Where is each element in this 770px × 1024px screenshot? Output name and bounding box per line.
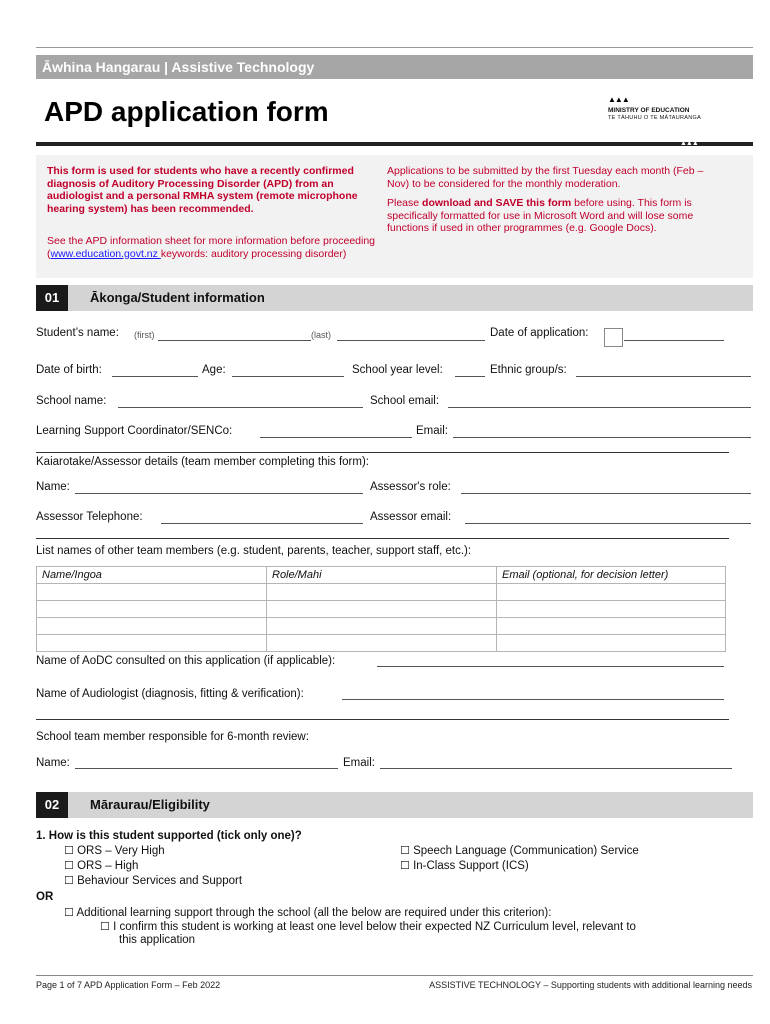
school-email-field[interactable] [448,407,751,408]
info-download-note [387,197,727,235]
table-cell[interactable] [37,584,267,601]
option-label: ORS – Very High [77,845,165,857]
section-2-title: Māraurau/Eligibility [90,797,210,812]
table-cell[interactable] [267,618,497,635]
col-email-header: Email (optional, for decision letter) [497,567,726,584]
assessor-name-label: Name: [36,481,70,493]
assessor-email-label: Assessor email: [370,511,452,523]
footer-right: ASSISTIVE TECHNOLOGY – Supporting students with additional learning needs [429,980,752,990]
table-cell[interactable] [267,584,497,601]
option-in-class-support[interactable] [400,859,529,872]
review-label: School team member responsible for 6-month review: [36,731,309,743]
table-cell[interactable] [497,601,726,618]
confirm-curriculum-level[interactable] [100,920,636,933]
option-label: I confirm this student is working at least one level below their expected NZ Curriculum level, relevant to [113,921,636,933]
checkbox-icon[interactable]: ☐ [64,875,74,887]
team-members-table [36,566,726,652]
page-title: APD application form [44,96,329,127]
lsc-label: Learning Support Coordinator/SENCo: [36,425,233,437]
table-cell[interactable] [37,618,267,635]
divider [36,538,729,539]
header-rule [36,142,753,146]
checkbox-icon[interactable]: ☐ [400,860,410,872]
confirm-curriculum-level-cont: this application [119,934,196,946]
assessor-email-field[interactable] [465,523,751,524]
table-row [37,635,726,652]
table-cell[interactable] [267,601,497,618]
option-speech-language[interactable] [400,844,639,857]
last-name-field[interactable] [337,340,485,341]
review-name-field[interactable] [75,768,338,769]
first-name-hint: (first) [134,330,155,340]
table-row [37,584,726,601]
option-label: Speech Language (Communication) Service [413,845,639,857]
school-name-label: School name: [36,395,107,407]
header-banner: Āwhina Hangarau | Assistive Technology [36,55,753,79]
assessor-telephone-label: Assessor Telephone: [36,511,143,523]
checkbox-icon[interactable]: ☐ [64,860,74,872]
ethnic-group-label: Ethnic group/s: [490,364,567,376]
lsc-field[interactable] [260,437,412,438]
info-download-pre: Please [387,197,423,209]
last-name-hint: (last) [311,330,331,340]
review-name-label: Name: [36,757,70,769]
option-label: Additional learning support through the school (all the below are required under this criterion): [76,907,552,919]
logo-triangles-icon: ▲▲▲ [608,95,629,104]
section-1-title: Ākonga/Student information [90,290,265,305]
assessor-telephone-field[interactable] [161,523,363,524]
table-cell[interactable] [497,584,726,601]
info-download-post: before using. This form is specifically formatted for use in Microsoft Word and will lose some functions if used in other programmes (e.g. Google Docs). [387,197,694,234]
audiologist-field[interactable] [342,699,724,700]
table-cell[interactable] [267,635,497,652]
student-name-label: Student’s name: [36,327,119,339]
col-role-header: Role/Mahi [267,567,497,584]
footer-rule [36,975,753,976]
option-behaviour-services[interactable] [64,874,242,887]
section-2-number: 02 [36,792,68,818]
year-level-field[interactable] [455,376,485,377]
info-see-pre: See the APD information sheet for more information before proceeding ( [47,235,376,260]
date-of-application-label: Date of application: [490,327,589,339]
date-of-application-field[interactable] [604,328,623,347]
checkbox-icon[interactable]: ☐ [400,845,410,857]
info-see-sheet [47,235,377,260]
age-field[interactable] [232,376,344,377]
info-submission-dates: Applications to be submitted by the first Tuesday each month (Feb – Nov) to be considered for the monthly moderation. [387,165,704,190]
table-header-row [37,567,726,584]
checkbox-icon[interactable]: ☐ [64,845,74,857]
team-heading: List names of other team members (e.g. student, parents, teacher, support staff, etc.): [36,545,472,557]
or-label: OR [36,891,54,903]
aodc-label: Name of AoDC consulted on this application (if applicable): [36,655,336,667]
col-name-header: Name/Ingoa [37,567,267,584]
section-1-number: 01 [36,285,68,311]
age-label: Age: [202,364,226,376]
table-cell[interactable] [37,601,267,618]
dob-field[interactable] [112,376,198,377]
option-label: Behaviour Services and Support [77,875,243,887]
table-row [37,601,726,618]
ministry-logo [608,96,718,122]
footer-left: Page 1 of 7 APD Application Form – Feb 2022 [36,980,221,990]
table-cell[interactable] [497,635,726,652]
option-label: In-Class Support (ICS) [413,860,529,872]
divider [36,452,729,453]
school-email-label: School email: [370,395,440,407]
table-cell[interactable] [497,618,726,635]
audiologist-label: Name of Audiologist (diagnosis, fitting & verification): [36,688,304,700]
option-ors-very-high[interactable] [64,844,165,857]
logo-text-maori: TE TĀHUHU O TE MĀTAURANGA [608,115,702,121]
aodc-field[interactable] [377,666,724,667]
table-row [37,618,726,635]
assessor-role-field[interactable] [461,493,751,494]
year-level-label: School year level: [352,364,443,376]
review-email-field[interactable] [380,768,732,769]
logo-text-english: MINISTRY OF EDUCATION [608,107,690,114]
info-see-post: keywords: auditory processing disorder) [160,247,347,260]
rule-triangles-icon: ▲▲▲ [680,140,698,147]
review-email-label: Email: [343,757,375,769]
assessor-heading: Kaiarotake/Assessor details (team member completing this form): [36,456,369,468]
assessor-role-label: Assessor's role: [370,481,451,493]
school-name-field[interactable] [118,407,363,408]
option-ors-high[interactable] [64,859,138,872]
date-of-application-line [624,340,724,341]
lsc-email-field[interactable] [453,437,751,438]
info-download-bold: download and SAVE this form [422,197,572,209]
first-name-field[interactable] [158,340,311,341]
dob-label: Date of birth: [36,364,102,376]
info-eligibility-text: This form is used for students who have a recently confirmed diagnosis of Auditory Processing Disorder (APD) from an audiologist and a personal RMHA system (remote microphone hearing system) has been recommended. [47,165,358,215]
lsc-email-label: Email: [416,425,448,437]
checkbox-icon[interactable]: ☐ [64,907,74,919]
option-additional-support[interactable] [64,906,551,919]
top-rule [36,47,753,48]
question-1: 1. How is this student supported (tick only one)? [36,830,302,842]
checkbox-icon[interactable]: ☐ [100,921,110,933]
option-label: ORS – High [77,860,139,872]
ethnic-group-field[interactable] [576,376,751,377]
assessor-name-field[interactable] [75,493,363,494]
education-link[interactable]: www.education.govt.nz [50,247,161,260]
divider [36,719,729,720]
table-cell[interactable] [37,635,267,652]
